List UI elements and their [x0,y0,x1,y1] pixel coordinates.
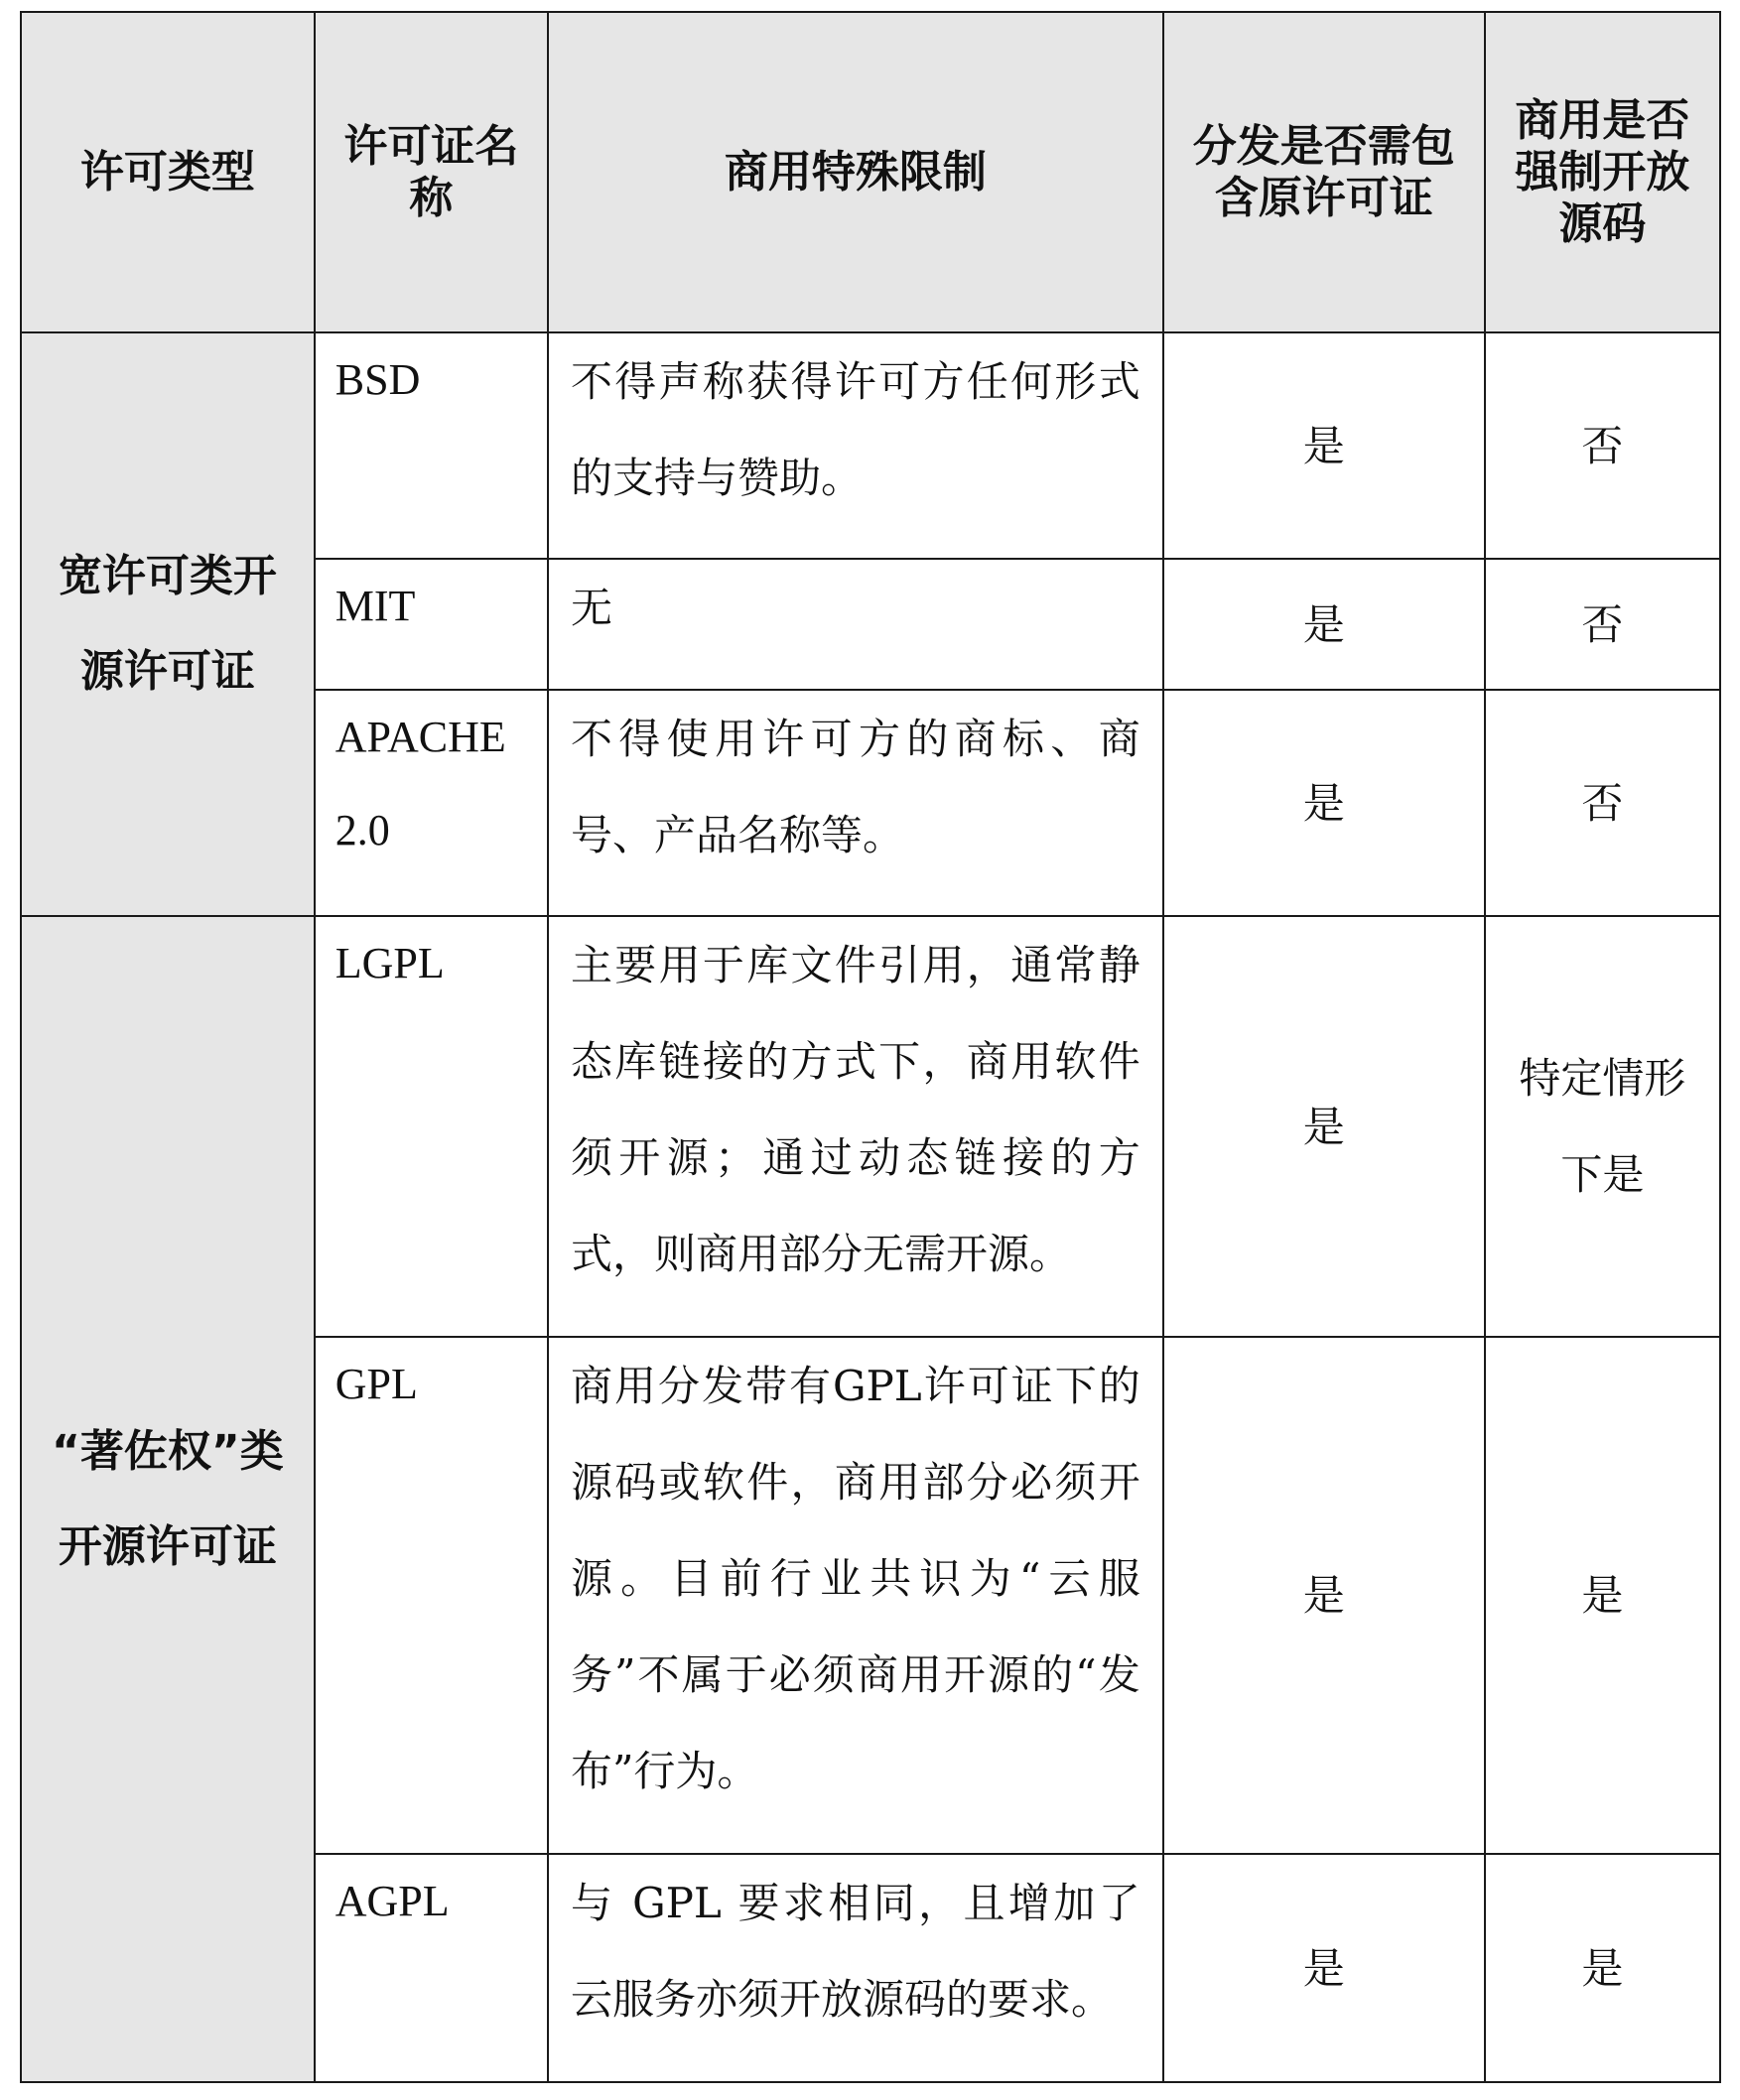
license-name-cell: GPL [315,1337,548,1854]
include-license-cell: 是 [1163,332,1485,559]
restriction-cell: 无 [548,559,1163,690]
force-open-cell: 特定情形下是 [1485,916,1720,1337]
table-row [21,916,1720,1337]
header-license-name: 许可证名称 [315,12,548,332]
include-license-cell: 是 [1163,916,1485,1337]
license-type-cell: “著佐权”类开源许可证 [21,916,315,2082]
license-name-cell: MIT [315,559,548,690]
restriction-cell: 与 GPL 要求相同，且增加了云服务亦须开放源码的要求。 [548,1854,1163,2082]
license-comparison-table [20,11,1721,2083]
license-type-cell: 宽许可类开源许可证 [21,332,315,916]
restriction-cell: 不得声称获得许可方任何形式的支持与赞助。 [548,332,1163,559]
header-force-open-source: 商用是否强制开放源码 [1485,12,1720,332]
restriction-cell: 不得使用许可方的商标、商号、产品名称等。 [548,690,1163,916]
table-row [21,332,1720,559]
include-license-cell: 是 [1163,690,1485,916]
header-row [21,12,1720,332]
force-open-cell: 否 [1485,559,1720,690]
force-open-cell: 否 [1485,690,1720,916]
force-open-cell: 否 [1485,332,1720,559]
restriction-cell: 主要用于库文件引用，通常静态库链接的方式下，商用软件须开源；通过动态链接的方式，则商用部分无需开源。 [548,916,1163,1337]
license-name-cell: BSD [315,332,548,559]
license-name-cell: LGPL [315,916,548,1337]
header-commercial-restriction: 商用特殊限制 [548,12,1163,332]
license-name-cell: AGPL [315,1854,548,2082]
license-name-cell: APACHE 2.0 [315,690,548,916]
include-license-cell: 是 [1163,1854,1485,2082]
force-open-cell: 是 [1485,1854,1720,2082]
include-license-cell: 是 [1163,1337,1485,1854]
header-license-type: 许可类型 [21,12,315,332]
force-open-cell: 是 [1485,1337,1720,1854]
restriction-cell: 商用分发带有GPL许可证下的源码或软件，商用部分必须开源。目前行业共识为“云服务”不属于必须商用开源的“发布”行为。 [548,1337,1163,1854]
header-include-license: 分发是否需包含原许可证 [1163,12,1485,332]
include-license-cell: 是 [1163,559,1485,690]
